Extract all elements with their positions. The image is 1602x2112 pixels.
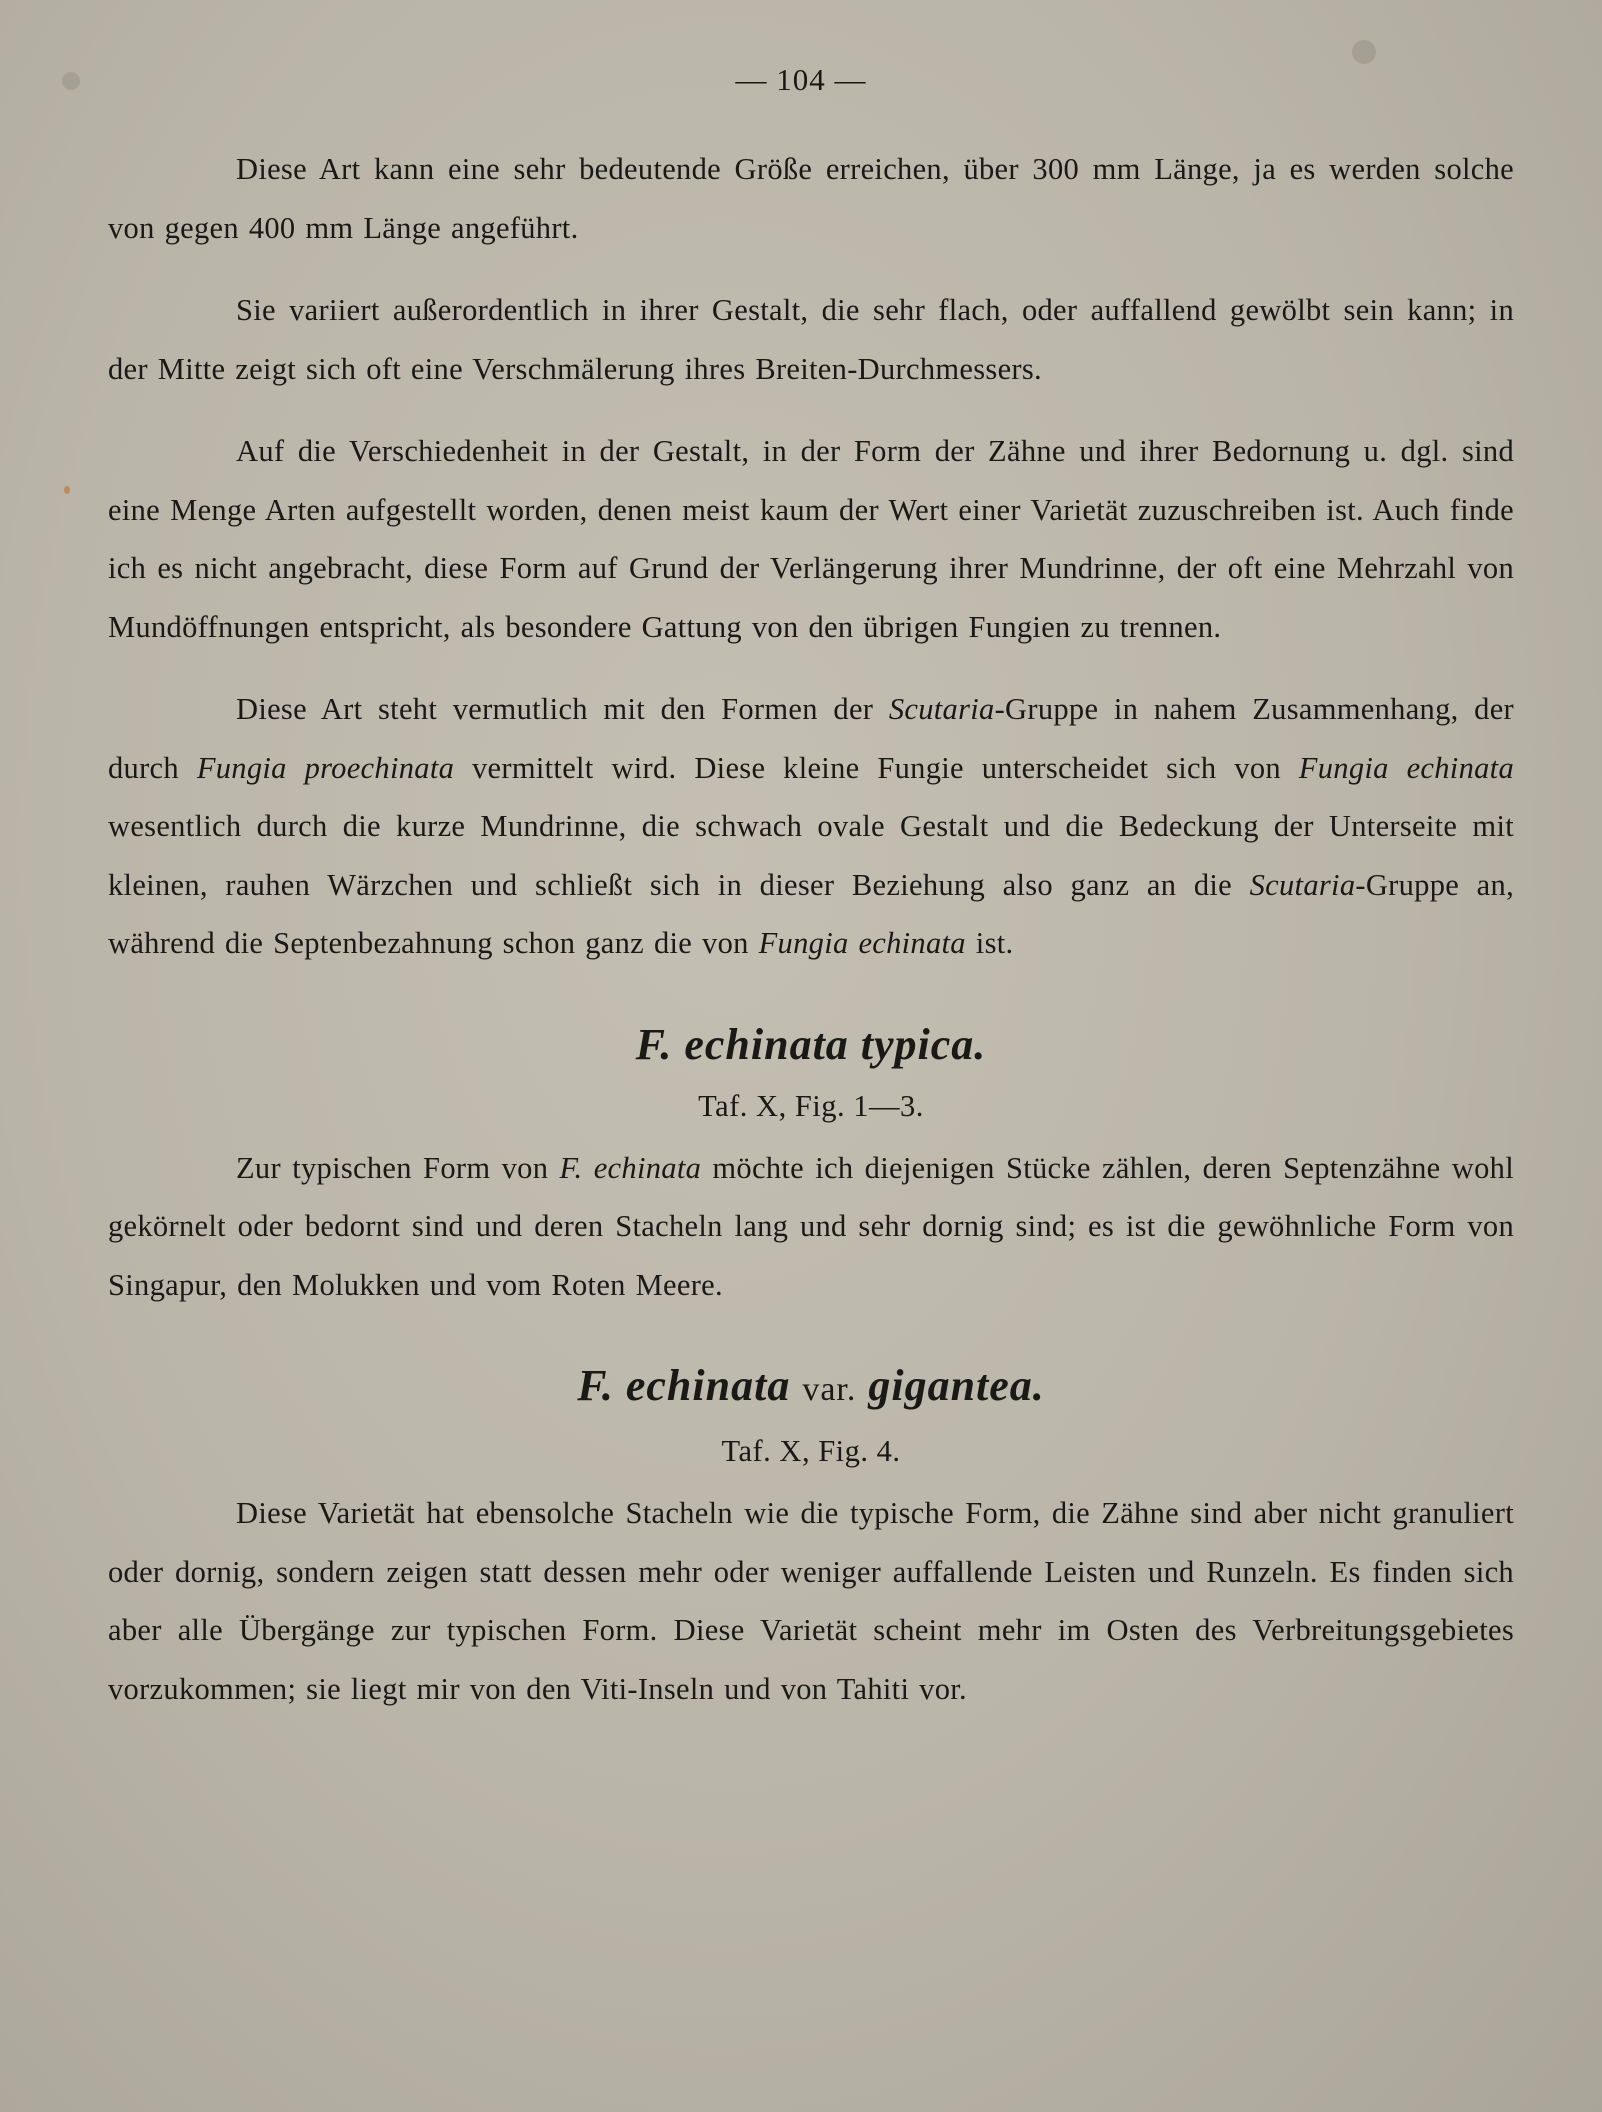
main-text xyxy=(108,140,1514,1742)
paragraph-relationship: Diese Art steht vermutlich mit den Formen der Scutaria-Gruppe in nahem Zusammenhang, der durch Fungia proechinata vermittelt wird. Diese kleine Fungie unterscheidet sich von Fungia echinata wesentlich durch die kurze Mundrinne, die schwach ovale Gestalt und die Bedeckung der Unterseite mit kleinen, rauhen Wärzchen und schließt sich in dieser Beziehung also ganz an die Scutaria-Gruppe an, während die Septenbezahnung schon ganz die von Fungia echinata ist. xyxy=(108,692,1514,960)
taxon-name: Scutaria xyxy=(1249,867,1356,902)
taxon-name: Scutaria xyxy=(888,692,995,726)
plate-reference-gigantea: Taf. X, Fig. 4. xyxy=(721,1434,901,1468)
paragraph-variability: Auf die Verschiedenheit in der Gestalt, in der Form der Zähne und ihrer Bedornung u. dgl. sind eine Menge Arten aufgestellt worden, denen meist kaum der Wert einer Varietät zuzuschreiben ist. Auch finde ich es nicht angebracht, diese Form auf Grund der Verlängerung ihrer Mundrinne, der oft eine Mehrzahl von Mundöffnungen entspricht, als besondere Gattung von den übrigen Fungien zu trennen. xyxy=(108,434,1514,644)
taxon-name: F. echinata xyxy=(559,1150,702,1185)
section-heading-gigantea: F. echinata var. gigantea. xyxy=(577,1361,1045,1410)
taxon-name: Fungia echinata xyxy=(1298,750,1514,785)
paper-stain xyxy=(64,486,70,494)
paper-stain xyxy=(1352,40,1376,64)
taxon-name: Fungia echinata xyxy=(758,926,966,960)
taxon-name: Fungia proechinata xyxy=(196,750,455,785)
paragraph-size: Diese Art kann eine sehr bedeutende Größe erreichen, über 300 mm Länge, ja es werden solche von gegen 400 mm Länge angeführt. xyxy=(108,152,1514,245)
paragraph-shape: Sie variiert außerordentlich in ihrer Gestalt, die sehr flach, oder auffallend gewölbt sein kann; in der Mitte zeigt sich oft eine Verschmälerung ihres Breiten-Durchmessers. xyxy=(108,293,1514,386)
paragraph-gigantea: Diese Varietät hat ebensolche Stacheln wie die typische Form, die Zähne sind aber nicht granuliert oder dornig, sondern zeigen statt dessen mehr oder weniger auffallende Leisten und Runzeln. Es finden sich aber alle Übergänge zur typischen Form. Diese Varietät scheint mehr im Osten des Verbreitungsgebietes vorzukommen; sie liegt mir von den Viti-Inseln und von Tahiti vor. xyxy=(108,1496,1514,1706)
plate-reference-typica: Taf. X, Fig. 1—3. xyxy=(698,1088,924,1123)
page-number: — 104 — xyxy=(735,62,867,97)
section-heading-typica: F. echinata typica. xyxy=(635,1019,987,1069)
paragraph-typica: Zur typischen Form von F. echinata möchte ich diejenigen Stücke zählen, deren Septenzähne wohl gekörnelt oder bedornt sind und deren Stacheln lang und sehr dornig sind; es ist die gewöhnliche Form von Singapur, den Molukken und vom Roten Meere. xyxy=(108,1150,1514,1302)
